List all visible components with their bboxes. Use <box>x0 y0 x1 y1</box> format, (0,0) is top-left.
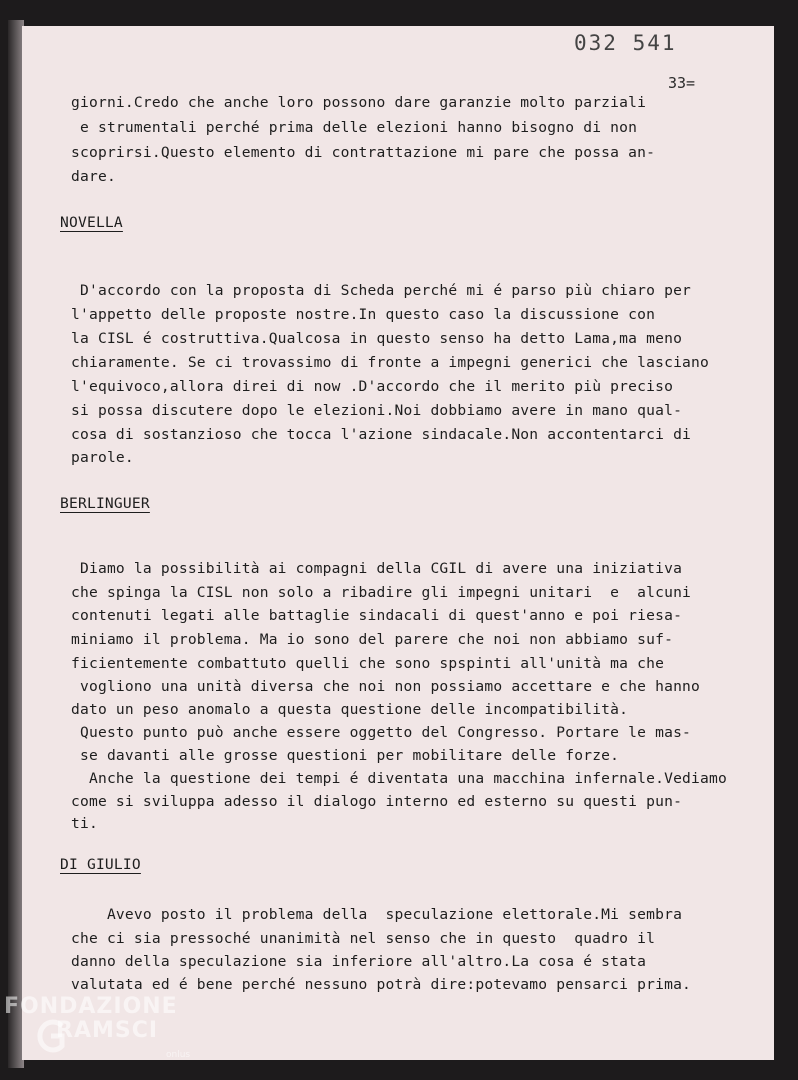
text-line: la CISL é costruttiva.Qualcosa in questo senso ha detto Lama,ma meno <box>71 330 683 347</box>
text-line: che ci sia pressoché unanimità nel senso che in questo quadro il <box>71 930 656 947</box>
archive-number: 032 541 <box>574 31 677 55</box>
text-line: se davanti alle grosse questioni per mobilitare delle forze. <box>71 747 620 764</box>
watermark-sub: onlus <box>166 1050 191 1060</box>
text-line: si possa discutere dopo le elezioni.Noi dobbiamo avere in mano qual- <box>71 402 683 419</box>
watermark-line2: RAMSCI <box>56 1018 159 1043</box>
text-line: l'appetto delle proposte nostre.In questo caso la discussione con <box>71 306 656 323</box>
text-line: vogliono una unità diversa che noi non possiamo accettare e che hanno <box>71 678 701 695</box>
text-line: Diamo la possibilità ai compagni della CGIL di avere una iniziativa <box>71 560 683 577</box>
text-line: che spinga la CISL non solo a ribadire gli impegni unitari e alcuni <box>71 584 692 601</box>
text-line: contenuti legati alle battaglie sindacali di quest'anno e poi riesa- <box>71 607 683 624</box>
fondazione-gramsci-watermark <box>4 990 204 1070</box>
text-line: come si sviluppa adesso il dialogo interno ed esterno su questi pun- <box>71 793 683 810</box>
text-line: e strumentali perché prima delle elezioni hanno bisogno di non <box>71 119 638 136</box>
page-number: 33= <box>668 74 696 92</box>
text-line: dato un peso anomalo a questa questione delle incompatibilità. <box>71 701 629 718</box>
text-line: scoprirsi.Questo elemento di contrattazione mi pare che possa an- <box>71 144 656 161</box>
text-line: danno della speculazione sia inferiore all'altro.La cosa é stata <box>71 953 647 970</box>
text-line: chiaramente. Se ci trovassimo di fronte a impegni generici che lasciano <box>71 354 710 371</box>
text-line: cosa di sostanzioso che tocca l'azione sindacale.Non accontentarci di <box>71 426 692 443</box>
speaker-heading-berlinguer: BERLINGUER <box>60 495 150 512</box>
text-line: parole. <box>71 449 134 466</box>
watermark-line1: FONDAZIONE <box>4 994 178 1019</box>
text-line: ficientemente combattuto quelli che sono spspinti all'unità ma che <box>71 655 665 672</box>
text-line: Questo punto può anche essere oggetto del Congresso. Portare le mas- <box>71 724 692 741</box>
text-line: miniamo il problema. Ma io sono del parere che noi non abbiamo suf- <box>71 631 674 648</box>
speaker-heading-di-giulio: DI GIULIO <box>60 856 141 873</box>
text-line: Avevo posto il problema della speculazione elettorale.Mi sembra <box>71 906 683 923</box>
text-line: Anche la questione dei tempi é diventata una macchina infernale.Vediamo <box>71 770 727 787</box>
text-line: D'accordo con la proposta di Scheda perché mi é parso più chiaro per <box>71 282 692 299</box>
typed-document-page <box>22 26 774 1060</box>
text-line: giorni.Credo che anche loro possono dare garanzie molto parziali <box>71 94 647 111</box>
speaker-heading-novella: NOVELLA <box>60 214 123 231</box>
text-line: valutata ed é bene perché nessuno potrà dire:potevamo pensarci prima. <box>71 976 692 993</box>
text-line: dare. <box>71 168 116 185</box>
text-line: ti. <box>71 815 98 832</box>
text-line: l'equivoco,allora direi di now .D'accordo che il merito più preciso <box>71 378 674 395</box>
